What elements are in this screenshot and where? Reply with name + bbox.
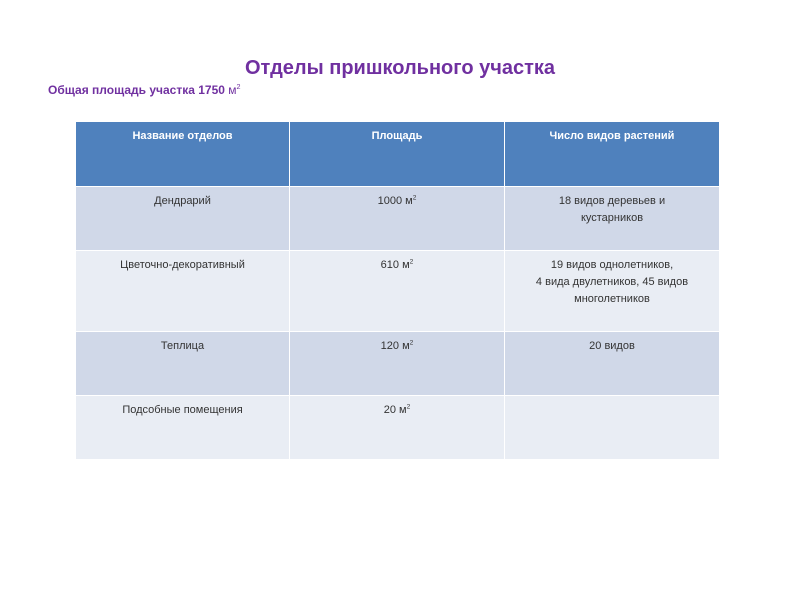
section-name-cell: Цветочно-декоративный <box>76 251 290 332</box>
species-cell: 18 видов деревьев и кустарников <box>505 187 720 251</box>
table-row <box>76 187 720 251</box>
total-area-subtitle <box>48 82 241 98</box>
unit-superscript: 2 <box>236 82 241 91</box>
species-cell: 19 видов однолетников, 4 вида двулетников, 45 видов многолетников <box>505 251 720 332</box>
table-row <box>76 251 720 332</box>
section-name-cell: Подсобные помещения <box>76 396 290 460</box>
species-cell: 20 видов <box>505 332 720 396</box>
table-row <box>76 396 720 460</box>
table-header-row <box>76 122 720 187</box>
table-row <box>76 332 720 396</box>
page-title: Отделы пришкольного участка <box>244 57 556 79</box>
header-section-name: Название отделов <box>76 122 290 187</box>
area-cell: 120 $м^2$ <box>290 332 505 396</box>
species-cell <box>505 396 720 460</box>
area-cell: 610 $м^2$ <box>290 251 505 332</box>
section-name-cell: Теплица <box>76 332 290 396</box>
area-cell: 1000 $м^2$ <box>290 187 505 251</box>
header-area: Площадь <box>290 122 505 187</box>
sections-table <box>75 121 720 460</box>
total-area-label: Общая площадь участка 1750 <box>48 83 225 97</box>
total-area-unit: $м^2$ <box>228 82 241 97</box>
header-species-count: Число видов растений <box>505 122 720 187</box>
area-cell: 20 $м^2$ <box>290 396 505 460</box>
section-name-cell: Дендрарий <box>76 187 290 251</box>
